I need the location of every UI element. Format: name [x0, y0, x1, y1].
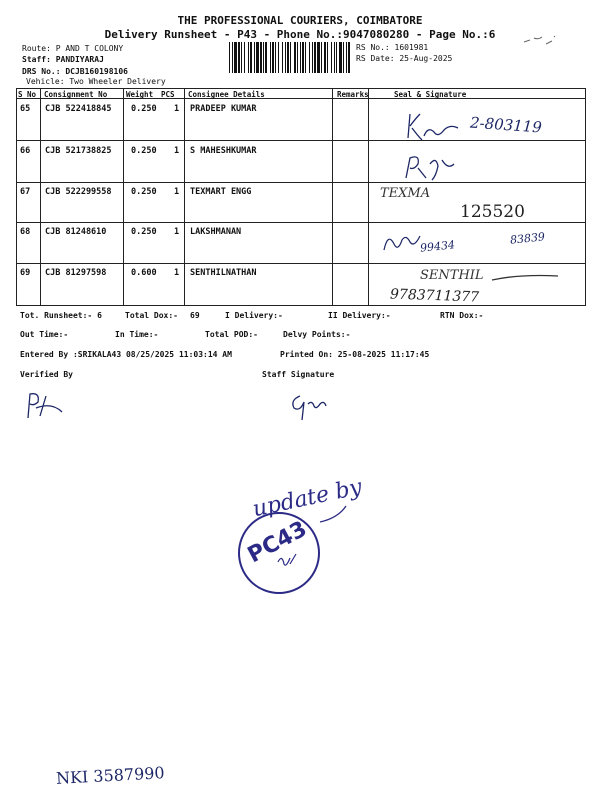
in-time-label: In Time:-: [115, 330, 159, 339]
row-5-consignee: SENTHILNATHAN: [190, 268, 257, 278]
row-1-pcs: 1: [174, 104, 180, 114]
row-1-consignment: CJB 522418845: [45, 104, 112, 114]
rtn-dox-label: RTN Dox:-: [440, 311, 484, 320]
total-dox-value: 69: [190, 311, 200, 320]
row-2-weight: 0.250: [131, 146, 157, 156]
row-1-sno: 65: [20, 104, 31, 114]
col-header-weight: Weight: [126, 90, 154, 99]
handwritten-number-row-3: 125520: [460, 202, 525, 222]
row-2-consignment: CJB 521738825: [45, 146, 112, 156]
barcode: [229, 42, 351, 73]
staff-signature-label: Staff Signature: [262, 370, 335, 379]
handwritten-number-row-4: 83839: [509, 230, 546, 247]
ii-delivery-label: II Delivery:-: [328, 311, 391, 320]
total-dox-label: Total Dox:-: [125, 311, 178, 320]
printed-on: Printed On: 25-08-2025 11:17:45: [280, 350, 430, 359]
row-3-sno: 67: [20, 187, 31, 197]
handwritten-number-row-1: 2-803119: [469, 113, 543, 137]
row-4-sno: 68: [20, 227, 31, 237]
col-header-seal-signature: Seal & Signature: [394, 90, 467, 99]
row-1-consignee: PRADEEP KUMAR: [190, 104, 257, 114]
row-3-weight: 0.250: [131, 187, 157, 197]
runsheet-title: Delivery Runsheet - P43 - Phone No.:9047080280 - Page No.:6: [104, 28, 496, 41]
route-label: Route: P AND T COLONY: [22, 44, 124, 53]
handwritten-number-row-5: 9783711377: [389, 286, 480, 306]
row-5-weight: 0.600: [131, 268, 157, 278]
handwritten-name-row-5: SENTHIL: [420, 268, 484, 283]
signature-stroke-row-5: [490, 270, 560, 284]
row-3-pcs: 1: [174, 187, 180, 197]
verified-by-signature: [22, 388, 66, 422]
verified-by-label: Verified By: [20, 370, 73, 379]
handwritten-phone-row-4: 99434: [419, 238, 456, 255]
signature-row-4: [380, 226, 424, 256]
entered-by: Entered By :SRIKALA43 08/25/2025 11:03:14 AM: [20, 350, 232, 359]
signature-row-1: [400, 108, 480, 148]
col-header-consignment: Consignment No: [44, 90, 108, 99]
col-header-remarks: Remarks: [337, 90, 369, 99]
drs-number: DRS No.: DCJB160198106: [22, 67, 128, 76]
update-by-stroke: [318, 500, 348, 526]
row-3-consignment: CJB 522299558: [45, 187, 112, 197]
row-2-consignee: S MAHESHKUMAR: [190, 146, 257, 156]
delvy-points-label: Delvy Points:-: [283, 330, 351, 339]
row-2-pcs: 1: [174, 146, 180, 156]
vehicle-label: Vehicle: Two Wheeler Delivery: [26, 77, 166, 86]
col-header-pcs: PCS: [161, 90, 175, 99]
handwritten-name-row-3: TEXMA: [380, 186, 431, 201]
row-2-sno: 66: [20, 146, 31, 156]
col-header-sno: S No: [18, 90, 37, 99]
rs-number: RS No.: 1601981: [356, 43, 429, 52]
row-4-consignee: LAKSHMANAN: [190, 227, 242, 237]
row-3-consignee: TEXMART ENGG: [190, 187, 252, 197]
col-header-consignee: Consignee Details: [188, 90, 265, 99]
staff-label: Staff: PANDIYARAJ: [22, 55, 104, 64]
handwritten-update-by: update by: [250, 474, 365, 523]
stamp-text: PC43: [243, 516, 312, 569]
corner-mark: [520, 30, 560, 50]
row-4-weight: 0.250: [131, 227, 157, 237]
handwritten-bottom-note: NKI 3587990: [55, 763, 166, 788]
rs-date: RS Date: 25-Aug-2025: [356, 54, 453, 63]
i-delivery-label: I Delivery:-: [225, 311, 283, 320]
signature-row-2: [402, 150, 462, 184]
stamp-initials: [276, 552, 298, 570]
staff-signature: [286, 386, 330, 422]
total-runsheet: Tot. Runsheet:- 6: [20, 311, 102, 320]
company-title: THE PROFESSIONAL COURIERS, COIMBATORE: [177, 14, 423, 27]
row-5-consignment: CJB 81297598: [45, 268, 107, 278]
total-pod-label: Total POD:-: [205, 330, 258, 339]
row-1-weight: 0.250: [131, 104, 157, 114]
row-5-pcs: 1: [174, 268, 180, 278]
row-5-sno: 69: [20, 268, 31, 278]
row-4-consignment: CJB 81248610: [45, 227, 107, 237]
row-4-pcs: 1: [174, 227, 180, 237]
out-time-label: Out Time:-: [20, 330, 69, 339]
